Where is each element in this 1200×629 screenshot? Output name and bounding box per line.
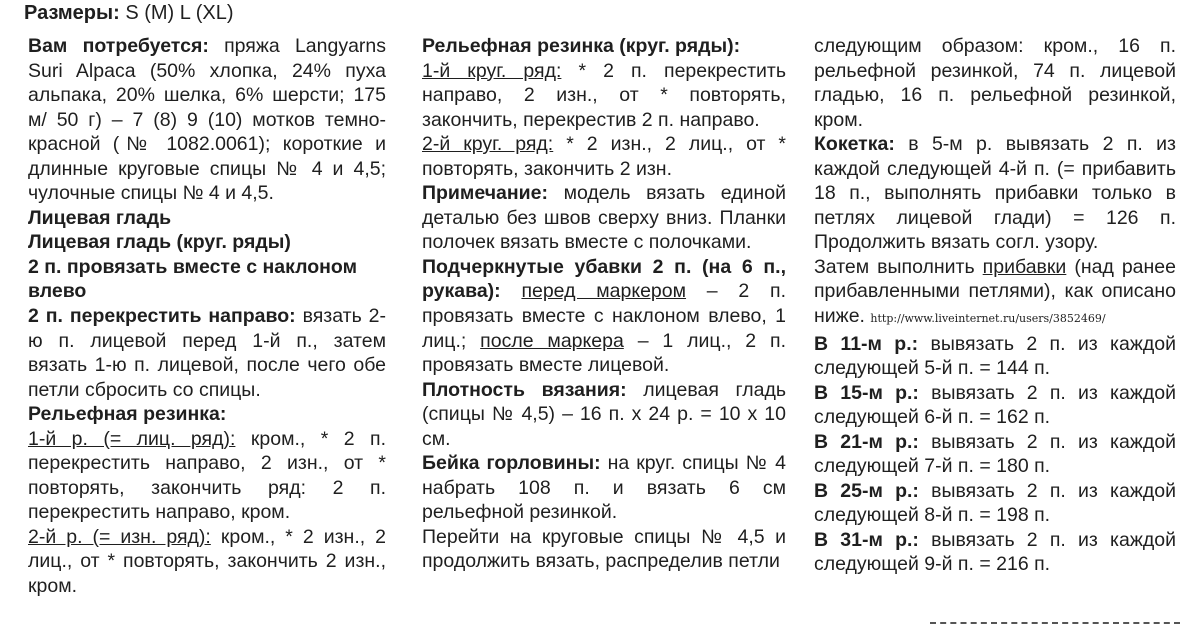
cross-text: вязать 2-ю п. лицевой перед 1-й п., затем вязать 1-ю п. лицевой, после чего обе петли сбросить со спицы. — [28, 305, 386, 401]
increase-intro — [814, 255, 1176, 332]
rib-row2 — [28, 525, 386, 599]
increase-label: В 25-м р.: — [814, 479, 919, 502]
yoke-paragraph — [814, 132, 1176, 255]
round2-text: * 2 изн., 2 лиц., от * повторять, закончить 2 изн. — [422, 133, 787, 180]
increase-row — [814, 332, 1176, 381]
continuation-paragraph: следующим образом: кром., 16 п. рельефной резинкой, 74 п. лицевой гладью, 16 п. рельефной резинкой, кром. — [814, 35, 1176, 131]
scan-edge-divider — [930, 622, 1180, 626]
increase-link[interactable]: прибавки — [982, 255, 1067, 278]
neckband-label: Бейка горловины: — [422, 452, 601, 475]
increase-label: В 21-м р.: — [814, 430, 919, 453]
increase-text: вывязать 2 п. из каждой следующей 6-й п. = 162 п. — [814, 381, 1176, 429]
increase-label: В 31-м р.: — [814, 528, 919, 551]
neckband-paragraph — [422, 451, 786, 525]
decrease-end: – 1 лиц., 2 п. провязать вместе лицевой. — [422, 329, 787, 377]
next-paragraph: Перейти на круговые спицы № 4,5 и продолжить вязать, распределив петли — [422, 525, 786, 573]
decrease-paragraph — [422, 255, 786, 378]
sizes-label: Размеры: — [24, 2, 120, 24]
note-paragraph — [422, 181, 786, 255]
column-2 — [422, 34, 786, 574]
note-label: Примечание: — [422, 182, 548, 205]
increase-text: вывязать 2 п. из каждой следующей 9-й п. = 216 п. — [814, 528, 1176, 576]
round1-label: 1-й круг. ряд: — [422, 59, 562, 82]
rib-row1 — [28, 427, 386, 525]
neckband-text: на круг. спицы № 4 набрать 108 п. и вязать 6 см рельефной резинкой. — [422, 452, 787, 524]
decrease-before: перед маркером — [521, 280, 687, 303]
heading-rib: Рельефная резинка: — [28, 403, 227, 426]
row1-label: 1-й р. (= лиц. ряд): — [28, 427, 236, 450]
materials-text: пряжа Langyarns Suri Alpaca (50% хлопка, 24% пуха альпака, 20% шелка, 6% шерсти; 175 м/ 50 г) – 7 (8) 9 (10) мотков темно-красной (№ 1082.0061); короткие и длинные круговые спицы № 4 и 4,5; чулочные спицы № 4 и 4,5. — [28, 35, 387, 205]
cross-paragraph — [28, 304, 386, 402]
sizes-line — [24, 0, 233, 26]
row1-text: кром., * 2 п. перекрестить направо, 2 изн., от * повторять, закончить ряд: 2 п. перекрестить направо, кром. — [28, 427, 386, 524]
decrease-after: после маркера — [480, 329, 624, 352]
heading-stockinette: Лицевая гладь — [28, 206, 172, 229]
gauge-paragraph — [422, 378, 786, 452]
sizes-values: S (M) L (XL) — [125, 2, 234, 24]
increase-text: вывязать 2 п. из каждой следующей 8-й п. = 198 п. — [814, 479, 1176, 527]
increase-label: В 15-м р.: — [814, 381, 919, 404]
note-text: модель вязать единой деталью без швов сверху вниз. Планки полочек вязать вместе с полочками. — [422, 182, 786, 254]
increase-row — [814, 430, 1176, 479]
increase-row — [814, 528, 1176, 577]
column-1 — [28, 34, 386, 599]
cross-label: 2 п. перекрестить направо: — [28, 305, 296, 328]
gauge-label: Плотность вязания: — [422, 378, 627, 401]
rib-round2 — [422, 132, 786, 181]
increase-text: вывязать 2 п. из каждой следующей 7-й п. = 180 п. — [814, 430, 1176, 478]
increase-intro-pre: Затем выполнить — [814, 255, 975, 278]
increase-intro-post: (над ранее прибавленными петлями), как описано ниже. — [814, 255, 1176, 328]
rib-round1 — [422, 59, 786, 133]
decrease-mid: – 2 п. провязать вместе с наклоном влево, 1 лиц.; — [422, 280, 786, 352]
increase-label: В 11-м р.: — [814, 332, 919, 355]
heading-k2tog-left: 2 п. провязать вместе с наклоном влево — [28, 255, 358, 303]
materials-paragraph — [28, 34, 386, 206]
column-3 — [814, 34, 1176, 577]
heading-rib-round: Рельефная резинка (круг. ряды): — [422, 35, 741, 57]
heading-stockinette-round: Лицевая гладь (круг. ряды) — [28, 231, 291, 254]
increase-text: вывязать 2 п. из каждой следующей 5-й п. = 144 п. — [814, 332, 1176, 380]
decrease-label: Подчеркнутые убавки 2 п. (на 6 п., рукава): — [422, 255, 786, 303]
source-url[interactable]: http://www.liveinternet.ru/users/3852469/ — [870, 312, 1106, 326]
round2-label: 2-й круг. ряд: — [422, 133, 554, 156]
materials-label: Вам потребуется: — [28, 35, 209, 57]
increase-row — [814, 381, 1176, 430]
row2-text: кром., * 2 изн., 2 лиц., от * повторять, закончить 2 изн., кром. — [28, 525, 386, 598]
yoke-text: в 5-м р. вывязать 2 п. из каждой следующей 4-й п. (= прибавить 18 п., выполнять прибавки только в петлях лицевой глади) = 126 п. Продолжить вязать согл. узору. — [814, 133, 1176, 254]
row2-label: 2-й р. (= изн. ряд): — [28, 525, 211, 548]
round1-text: * 2 п. перекрестить направо, 2 изн., от * повторять, закончить, перекрестив 2 п. направо. — [422, 59, 787, 131]
increase-row — [814, 479, 1176, 528]
gauge-text: лицевая гладь (спицы № 4,5) – 16 п. х 24 р. = 10 х 10 см. — [422, 378, 786, 450]
yoke-label: Кокетка: — [814, 133, 895, 156]
